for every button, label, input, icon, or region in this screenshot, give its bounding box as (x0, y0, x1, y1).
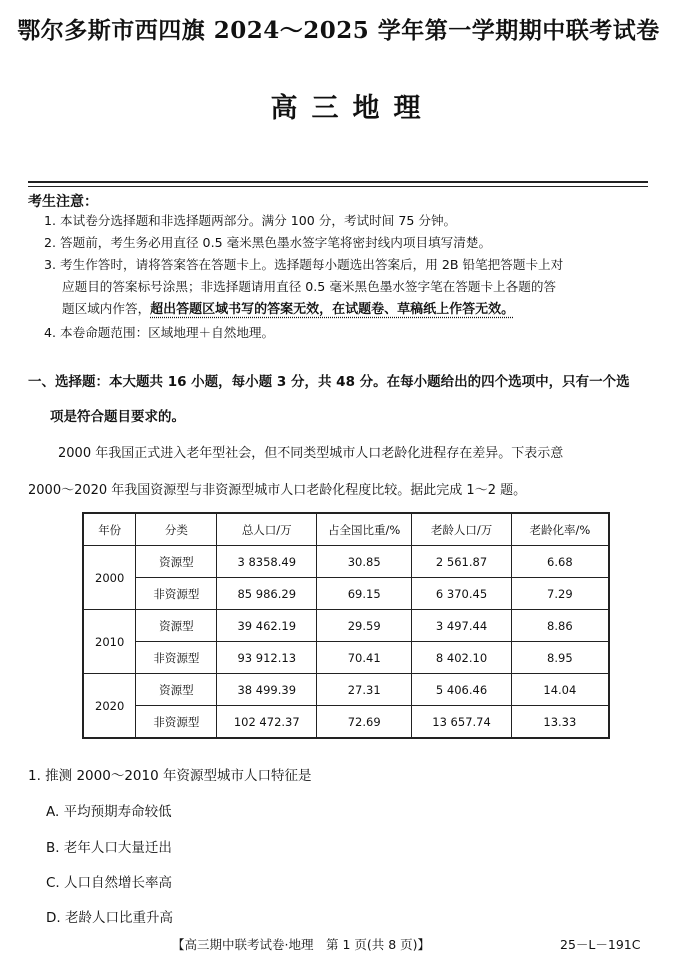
question-1-option-d: D. 老龄人口比重升高 (46, 910, 173, 926)
notice-item-3-line-1: 3. 考生作答时，请将答案答在答题卡上。选择题每小题选出答案后，用 2B 铅笔把答题卡上对 (44, 257, 564, 272)
table-cell: 5 406.46 (412, 674, 511, 706)
table-row (83, 546, 609, 578)
notice-item-3-line-3 (62, 299, 672, 320)
question-1-option-a: A. 平均预期寿命较低 (46, 804, 172, 820)
subject-title: 高三地理 (270, 93, 435, 124)
notice-item-1: 1. 本试卷分选择题和非选择题两部分。满分 100 分，考试时间 75 分钟。 (44, 213, 457, 228)
table-cell: 70.41 (317, 642, 412, 674)
table-cell: 资源型 (136, 674, 217, 706)
table-cell: 2 561.87 (412, 546, 511, 578)
intro-line-2: 2000～2020 年我国资源型与非资源型城市人口老龄化程度比较。据此完成 1～2 题。 (28, 483, 527, 498)
footer-page-info: 【高三期中联考试卷·地理 第 1 页(共 8 页)】 (172, 937, 431, 952)
table-cell: 30.85 (317, 546, 412, 578)
year-cell: 2010 (83, 610, 136, 674)
table-cell: 8.95 (511, 642, 609, 674)
table-cell: 7.29 (511, 578, 609, 610)
table-header-cell: 年份 (83, 513, 136, 546)
table-row (83, 674, 609, 706)
table-cell: 38 499.39 (217, 674, 317, 706)
notice-item-2: 2. 答题前，考生务必用直径 0.5 毫米黑色墨水签字笔将密封线内项目填写清楚。 (44, 235, 492, 250)
header-rule-thick (28, 181, 648, 183)
table-cell: 13 657.74 (412, 706, 511, 739)
footer-code: 25－L－191C (560, 937, 641, 952)
table-cell: 29.59 (317, 610, 412, 642)
table-row (83, 706, 609, 739)
table-row (83, 642, 609, 674)
notice-item-3-line-2: 应题目的答案标号涂黑；非选择题请用直径 0.5 毫米黑色墨水签字笔在答题卡上各题的答 (62, 279, 557, 294)
table-cell: 3 8358.49 (217, 546, 317, 578)
table-cell: 69.15 (317, 578, 412, 610)
table-cell: 非资源型 (136, 642, 217, 674)
notice-heading: 考生注意： (28, 194, 98, 210)
table-header-cell: 分类 (136, 513, 217, 546)
table-header-cell: 总人口/万 (217, 513, 317, 546)
table-cell: 资源型 (136, 546, 217, 578)
question-1-option-b: B. 老年人口大量迁出 (46, 840, 172, 856)
question-1-stem: 1. 推测 2000～2010 年资源型城市人口特征是 (28, 768, 312, 784)
question-1-option-c: C. 人口自然增长率高 (46, 875, 173, 891)
table-cell: 93 912.13 (217, 642, 317, 674)
table-header-cell: 老龄人口/万 (412, 513, 511, 546)
notice-item-4: 4. 本卷命题范围：区域地理＋自然地理。 (44, 325, 275, 340)
table-header-row (83, 513, 609, 546)
year-cell: 2020 (83, 674, 136, 739)
table-cell: 非资源型 (136, 578, 217, 610)
table-cell: 资源型 (136, 610, 217, 642)
table-cell: 14.04 (511, 674, 609, 706)
table-cell: 3 497.44 (412, 610, 511, 642)
table-cell: 72.69 (317, 706, 412, 739)
table-row (83, 578, 609, 610)
section-heading-line-2: 项是符合题目要求的。 (50, 409, 185, 425)
intro-line-1: 2000 年我国正式进入老年型社会，但不同类型城市人口老龄化进程存在差异。下表示意 (58, 446, 564, 461)
table-cell: 27.31 (317, 674, 412, 706)
header-rule-thin (28, 186, 648, 187)
table-cell: 13.33 (511, 706, 609, 739)
table-cell: 85 986.29 (217, 578, 317, 610)
aging-data-table (82, 512, 610, 739)
table-cell: 8.86 (511, 610, 609, 642)
notice-emphasis: 超出答题区域书写的答案无效，在试题卷、草稿纸上作答无效。 (150, 302, 515, 317)
table-cell: 6.68 (511, 546, 609, 578)
table-cell: 39 462.19 (217, 610, 317, 642)
table-cell: 6 370.45 (412, 578, 511, 610)
table-cell: 8 402.10 (412, 642, 511, 674)
exam-title: 鄂尔多斯市西四旗 2024～2025 学年第一学期期中联考试卷 (17, 17, 660, 44)
notice-item-3-plain: 题区域内作答， (62, 301, 151, 316)
table-cell: 102 472.37 (217, 706, 317, 739)
table-header-cell: 占全国比重/% (317, 513, 412, 546)
year-cell: 2000 (83, 546, 136, 610)
table-cell: 非资源型 (136, 706, 217, 739)
table-header-cell: 老龄化率/% (511, 513, 609, 546)
section-heading-line-1: 一、选择题：本大题共 16 小题，每小题 3 分，共 48 分。在每小题给出的四个选项中，只有一个选 (28, 374, 630, 390)
table-row (83, 610, 609, 642)
